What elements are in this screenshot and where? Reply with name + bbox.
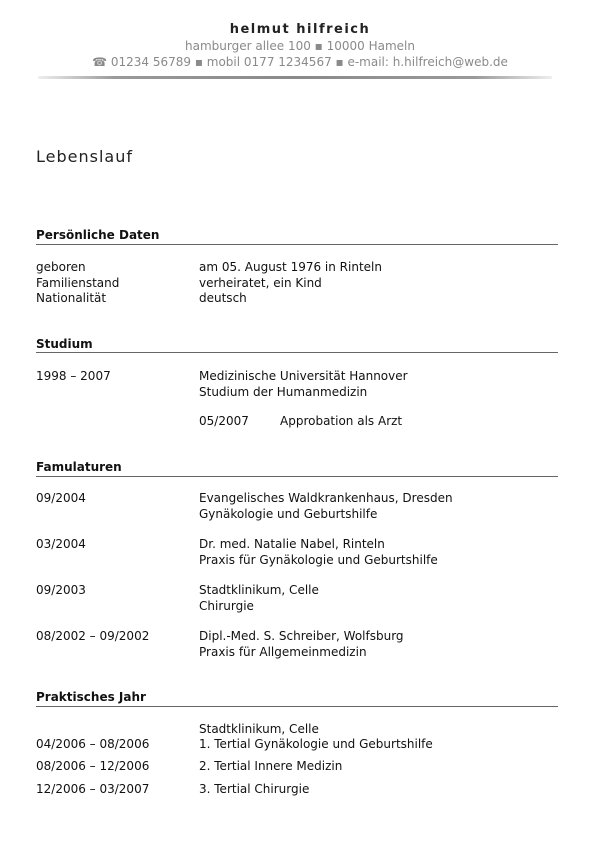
header-divider — [38, 76, 552, 79]
approbation-date: 05/2007 — [199, 414, 249, 428]
applicant-address: hamburger allee 100 ▪ 10000 Hameln — [185, 39, 415, 53]
famulatur-field: Praxis für Gynäkologie und Geburtshilfe — [199, 552, 438, 567]
famulatur-date: 08/2002 – 09/2002 — [36, 629, 150, 643]
section-divider — [36, 244, 558, 245]
section-heading-personal: Persönliche Daten — [36, 228, 160, 242]
famulatur-place: Dipl.-Med. S. Schreiber, Wolfsburg — [199, 629, 404, 643]
personal-label: Nationalität — [36, 291, 107, 305]
famulatur-field: Chirurgie — [199, 598, 254, 613]
famulatur-place: Evangelisches Waldkrankenhaus, Dresden — [199, 491, 453, 505]
approbation-text: Approbation als Arzt — [280, 414, 403, 428]
personal-label: Familienstand — [36, 275, 120, 290]
personal-value: am 05. August 1976 in Rinteln — [199, 260, 382, 274]
famulatur-date: 03/2004 — [36, 537, 86, 551]
document-title: Lebenslauf — [36, 147, 133, 166]
section-divider — [36, 706, 558, 707]
personal-value: deutsch — [199, 291, 247, 305]
pj-tertial-text: 1. Tertial Gynäkologie und Geburtshilfe — [199, 737, 433, 751]
studium-program: Studium der Humanmedizin — [199, 384, 368, 399]
section-heading-famulaturen: Famulaturen — [36, 460, 122, 474]
studium-period: 1998 – 2007 — [36, 369, 111, 383]
pj-tertial-date: 12/2006 – 03/2007 — [36, 782, 150, 796]
famulatur-place: Dr. med. Natalie Nabel, Rinteln — [199, 537, 385, 551]
section-divider — [36, 476, 558, 477]
section-divider — [36, 352, 558, 353]
personal-label: geboren — [36, 260, 86, 274]
famulatur-date: 09/2004 — [36, 491, 86, 505]
studium-university: Medizinische Universität Hannover — [199, 369, 408, 383]
pj-tertial-date: 04/2006 – 08/2006 — [36, 737, 150, 751]
famulatur-date: 09/2003 — [36, 583, 86, 597]
section-heading-studium: Studium — [36, 337, 93, 351]
pj-tertial-text: 2. Tertial Innere Medizin — [199, 759, 343, 773]
section-heading-pj: Praktisches Jahr — [36, 690, 146, 704]
pj-tertial-date: 08/2006 – 12/2006 — [36, 759, 150, 773]
pj-place: Stadtklinikum, Celle — [199, 722, 319, 736]
applicant-contact: ☎ 01234 56789 ▪ mobil 0177 1234567 ▪ e-mail: h.hilfreich@web.de — [92, 55, 508, 69]
applicant-name: helmut hilfreich — [229, 22, 371, 37]
pj-tertial-text: 3. Tertial Chirurgie — [199, 782, 310, 796]
famulatur-field: Gynäkologie und Geburtshilfe — [199, 506, 378, 521]
personal-value: verheiratet, ein Kind — [199, 275, 322, 290]
famulatur-place: Stadtklinikum, Celle — [199, 583, 319, 597]
famulatur-field: Praxis für Allgemeinmedizin — [199, 644, 367, 659]
